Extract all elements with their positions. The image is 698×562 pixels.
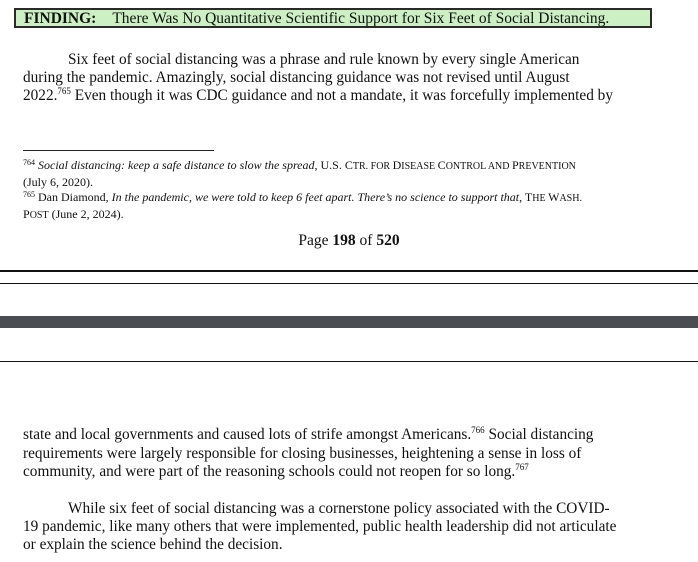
- footnote-ref-766[interactable]: 766: [471, 425, 485, 435]
- footnote-764-date: (July 6, 2020).: [23, 174, 93, 189]
- text-fragment: 2022.: [23, 87, 58, 104]
- text-fragment: OST: [29, 209, 49, 221]
- text-fragment: W: [548, 190, 560, 204]
- text-fragment: ISEASE: [401, 161, 438, 172]
- page-bottom-border: [0, 283, 698, 284]
- footnote-ref-767[interactable]: 767: [515, 462, 529, 472]
- text-fragment: D: [392, 158, 402, 172]
- footnote-number: 765: [23, 190, 35, 199]
- text-fragment: state and local governments and caused lots of strife amongst Americans.: [23, 426, 472, 443]
- paragraph-3-line: 19 pandemic, like many others that were implemented, public health leadership did not articulate: [23, 518, 617, 535]
- paragraph-2-line: [23, 426, 593, 445]
- paragraph-2-line: requirements were largely responsible for closing businesses, heightening a sense in loss of: [23, 445, 582, 462]
- paragraph-1-line: during the pandemic. Amazingly, social distancing guidance was not revised until August: [23, 69, 570, 86]
- text-fragment: Social distancing: [484, 426, 594, 443]
- finding-title: There Was No Quantitative Scientific Support for Six Feet of Social Distancing.: [112, 10, 610, 27]
- text-fragment: of: [355, 232, 377, 249]
- paragraph-3: [23, 500, 616, 554]
- text-fragment: REVENTION: [518, 161, 576, 172]
- paragraph-3-line: While six feet of social distancing was a cornerstone policy associated with the COVID-: [68, 500, 610, 517]
- text-fragment: HE: [532, 193, 549, 204]
- footnote-divider: [23, 150, 214, 151]
- text-fragment: ONTROL AND: [445, 161, 512, 172]
- page-bottom-border: [0, 270, 698, 272]
- finding-label: FINDING:: [24, 10, 97, 27]
- total-pages: 520: [376, 232, 400, 249]
- footnote-764: [23, 158, 582, 175]
- footnote-title: Social distancing: keep a safe distance to slow the spread: [38, 158, 315, 172]
- text-fragment: Page: [298, 232, 333, 249]
- text-fragment: C: [437, 158, 446, 172]
- current-page: 198: [332, 232, 356, 249]
- text-fragment: community, and were part of the reasoning schools could not reopen for so long.: [23, 463, 516, 480]
- page-top-border: [0, 361, 698, 362]
- footnote-number: 764: [23, 158, 35, 167]
- text-fragment: (June 2, 2024).: [48, 206, 124, 221]
- paragraph-2-line: [23, 463, 593, 482]
- text-fragment: Dan Diamond,: [35, 190, 112, 204]
- paragraph-1: [23, 51, 613, 106]
- footnote-765: [23, 190, 582, 207]
- page-number: [0, 232, 698, 250]
- text-fragment: TR. FOR: [352, 161, 393, 172]
- footnote-765-source: [23, 207, 582, 224]
- text-fragment: , T: [519, 190, 533, 204]
- paragraph-1-line: [23, 87, 613, 106]
- footnotes: [23, 158, 582, 223]
- text-fragment: P: [511, 158, 519, 172]
- paragraph-3-line: or explain the science behind the decision.: [23, 536, 283, 553]
- text-fragment: Even though it was CDC guidance and not a mandate, it was forcefully implemented by: [70, 87, 613, 104]
- footnote-ref-765[interactable]: 765: [57, 86, 71, 96]
- text-fragment: P: [23, 206, 30, 221]
- footnote-title: In the pandemic, we were told to keep 6 feet apart. There’s no science to support that: [111, 190, 520, 204]
- paragraph-1-line: Six feet of social distancing was a phrase and rule known by every single American: [68, 51, 580, 68]
- page-gap: [0, 316, 698, 328]
- text-fragment: ASH.: [559, 193, 582, 204]
- text-fragment: , U.S. C: [314, 158, 353, 172]
- paragraph-2: [23, 426, 593, 482]
- finding-box: [14, 8, 652, 28]
